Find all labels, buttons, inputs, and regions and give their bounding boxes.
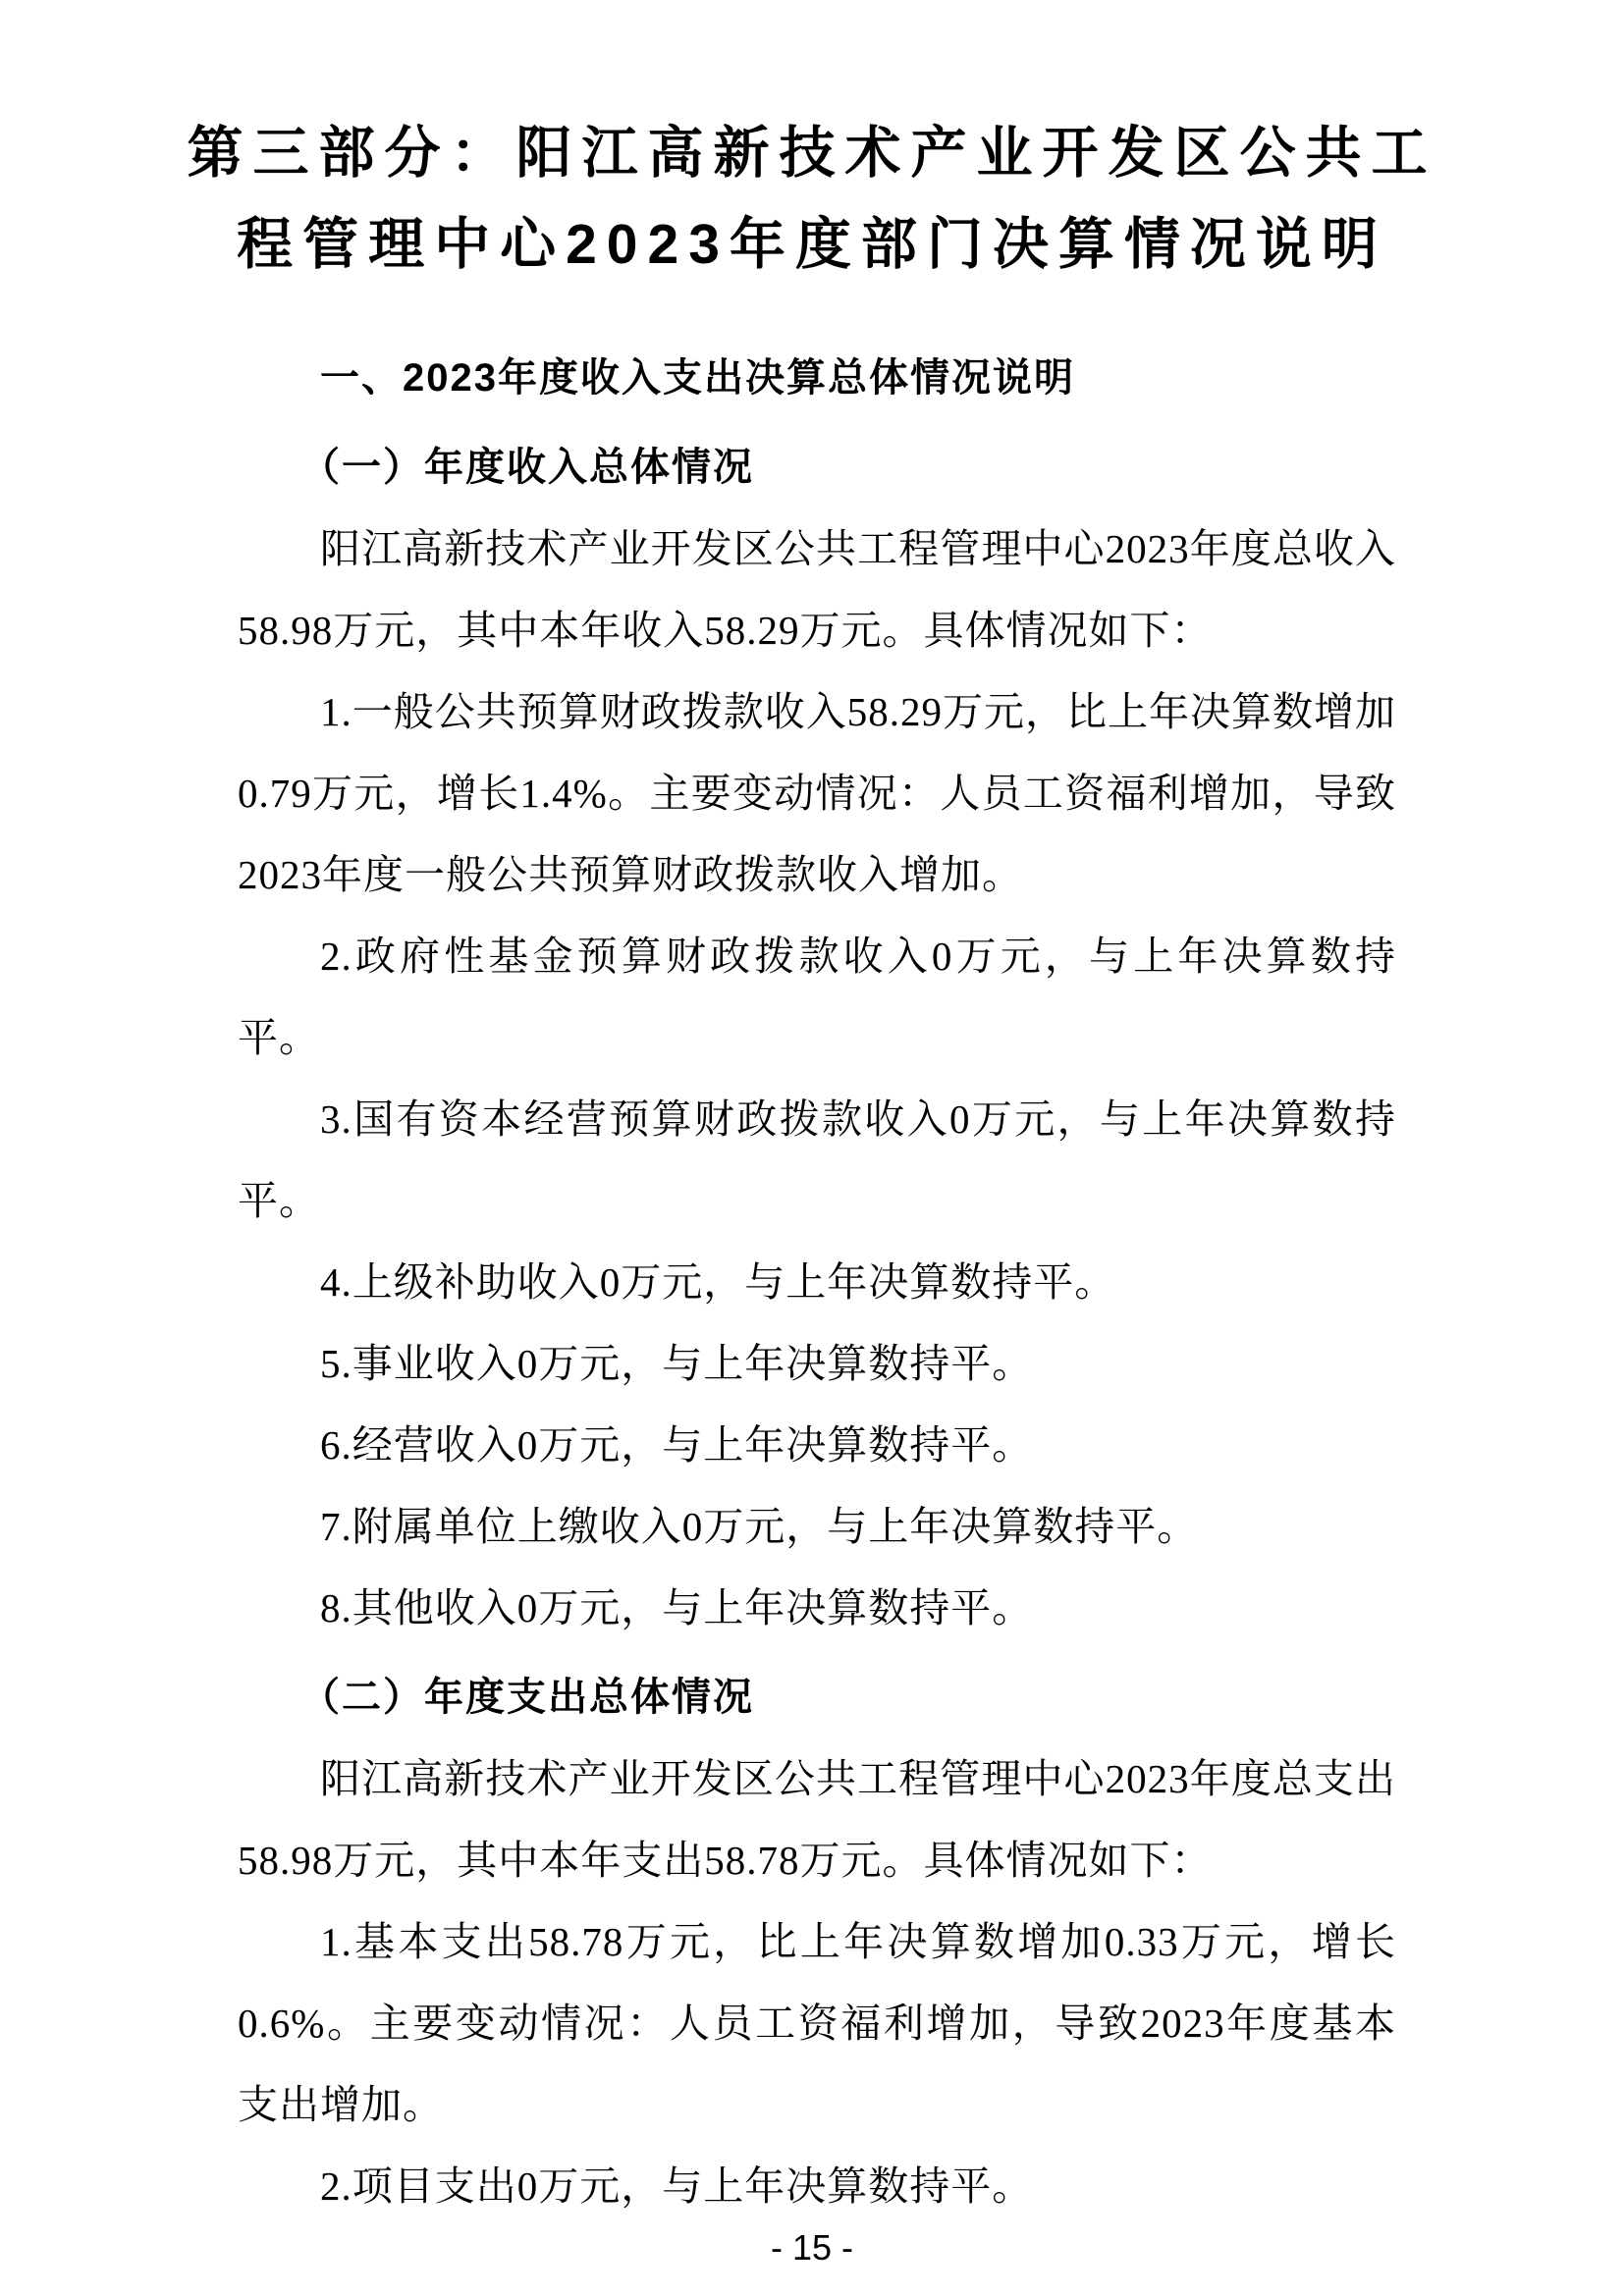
- paragraph-income-item-8: 8.其他收入0万元，与上年决算数持平。: [320, 1585, 1034, 1630]
- paragraph-expenditure-item-2: 2.项目支出0万元，与上年决算数持平。: [320, 2163, 1034, 2209]
- paragraph-income-item-3: 3.国有资本经营预算财政拨款收入0万元，与上年决算数持平。: [238, 1096, 1396, 1223]
- paragraph-income-item-1: 1.一般公共预算财政拨款收入58.29万元，比上年决算数增加0.79万元，增长1.4%。主要变动情况：人员工资福利增加，导致2023年度一般公共预算财政拨款收入增加。: [238, 689, 1396, 897]
- document-title: [0, 0, 1624, 291]
- document-body: [238, 338, 1396, 2227]
- paragraph-expenditure-item-1: 1.基本支出58.78万元，比上年决算数增加0.33万元，增长0.6%。主要变动情况：人员工资福利增加，导致2023年度基本支出增加。: [238, 1919, 1396, 2127]
- paragraph-income-item-7: 7.附属单位上缴收入0万元，与上年决算数持平。: [320, 1504, 1199, 1549]
- page-number: - 15 -: [770, 2227, 854, 2268]
- paragraph-income-item-2: 2.政府性基金预算财政拨款收入0万元，与上年决算数持平。: [238, 934, 1396, 1060]
- document-title-line-2: 程管理中心2023年度部门决算情况说明: [237, 213, 1387, 276]
- paragraph-income-item-4: 4.上级补助收入0万元，与上年决算数持平。: [320, 1259, 1116, 1305]
- paragraph-income-item-5: 5.事业收入0万元，与上年决算数持平。: [320, 1341, 1034, 1386]
- document-title-line-1: 第三部分：阳江高新技术产业开发区公共工: [187, 122, 1437, 185]
- paragraph-expenditure-intro: 阳江高新技术产业开发区公共工程管理中心2023年度总支出58.98万元，其中本年支出58.78万元。具体情况如下：: [238, 1756, 1396, 1883]
- paragraph-income-item-6: 6.经营收入0万元，与上年决算数持平。: [320, 1422, 1034, 1468]
- section-heading-income-expense-overview: 一、2023年度收入支出决算总体情况说明: [320, 356, 1075, 400]
- subsection-heading-annual-expenditure: （二）年度支出总体情况: [300, 1676, 754, 1719]
- paragraph-income-intro: 阳江高新技术产业开发区公共工程管理中心2023年度总收入58.98万元，其中本年收入58.29万元。具体情况如下：: [238, 526, 1396, 653]
- subsection-heading-annual-income: （一）年度收入总体情况: [300, 446, 754, 489]
